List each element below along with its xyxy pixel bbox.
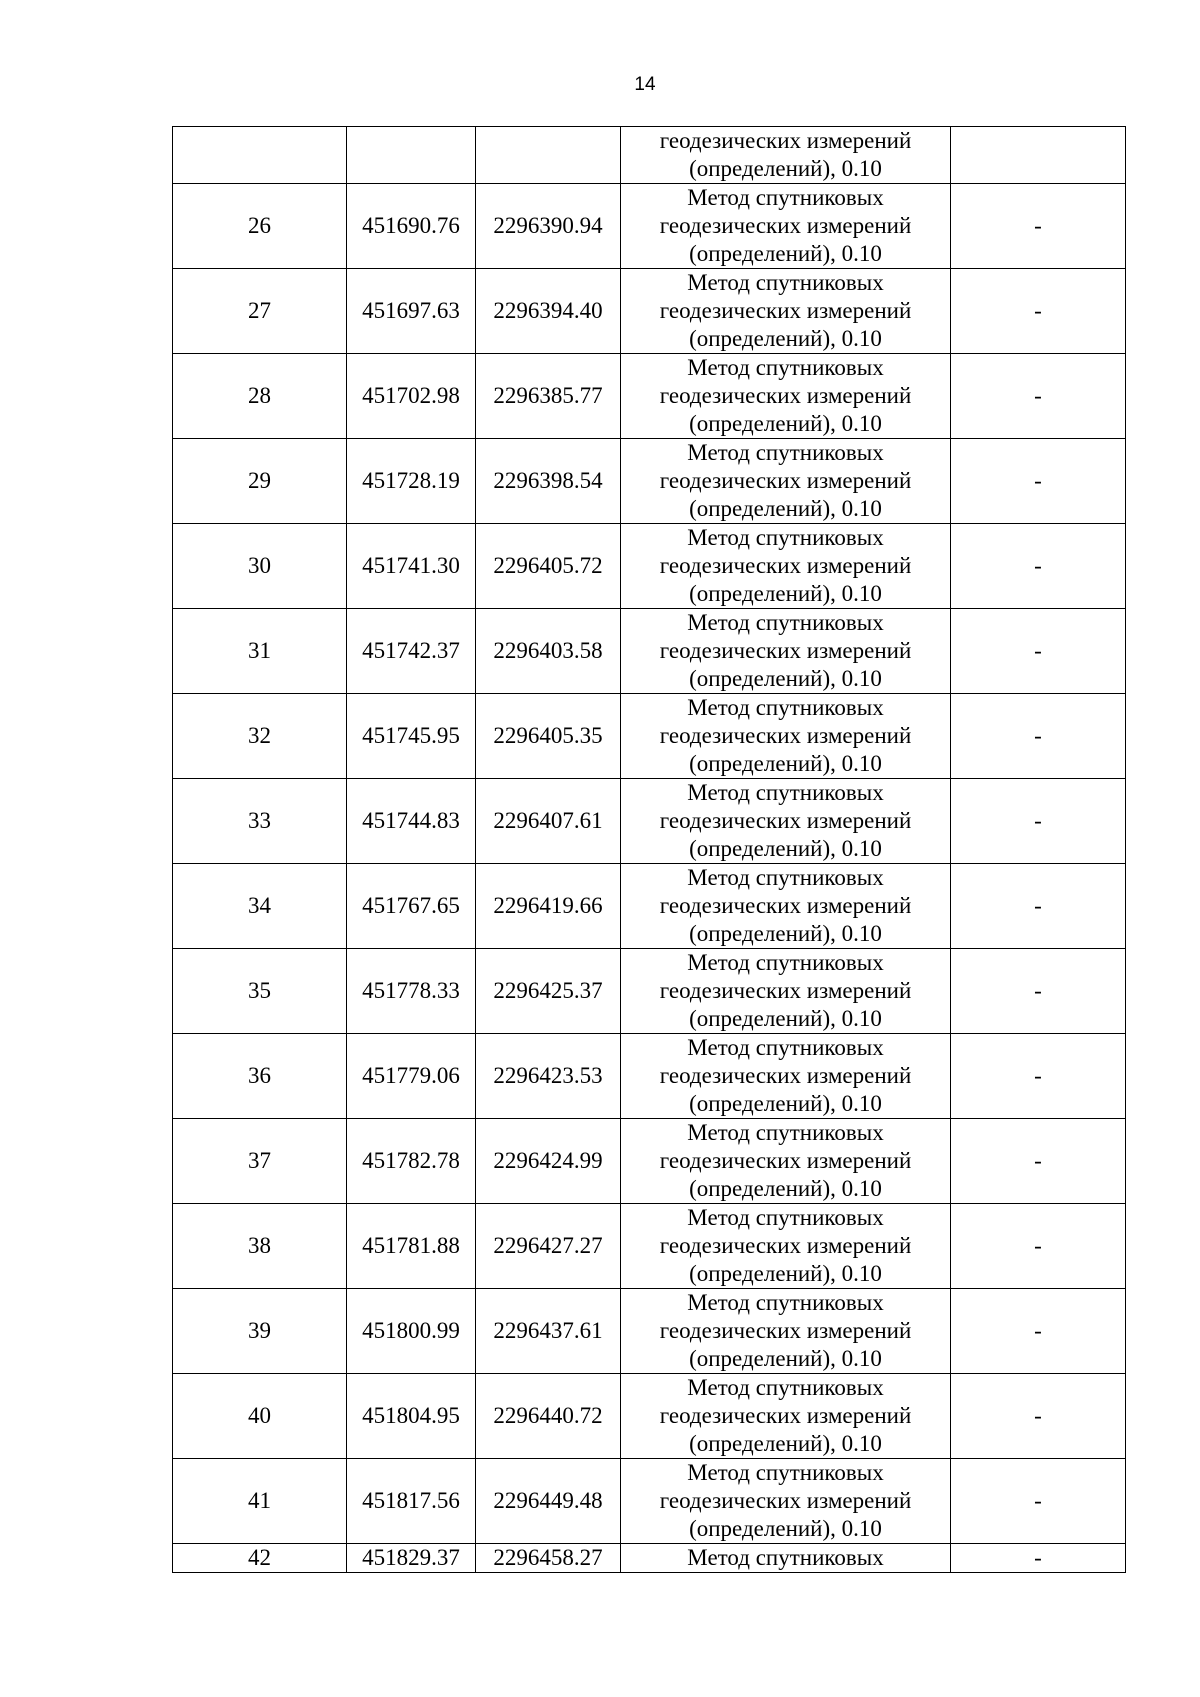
x-coordinate-cell: 451745.95 — [347, 694, 476, 779]
point-number-cell: 27 — [173, 269, 347, 354]
y-coordinate-cell: 2296419.66 — [476, 864, 621, 949]
y-coordinate-cell: 2296405.72 — [476, 524, 621, 609]
coordinates-table — [172, 126, 1126, 1573]
method-line: (определений), 0.10 — [689, 156, 882, 181]
method-line: Метод спутниковых — [687, 1375, 884, 1400]
method-cell — [621, 694, 951, 779]
y-coordinate-cell: 2296437.61 — [476, 1289, 621, 1374]
x-coordinate-cell: 451829.37 — [347, 1544, 476, 1573]
note-cell: - — [951, 694, 1126, 779]
table-row — [173, 609, 1126, 694]
method-line: (определений), 0.10 — [689, 496, 882, 521]
method-line: геодезических измерений — [659, 1488, 912, 1513]
table-row — [173, 269, 1126, 354]
method-cell — [621, 1374, 951, 1459]
note-cell: - — [951, 864, 1126, 949]
point-number-cell: 38 — [173, 1204, 347, 1289]
method-line: (определений), 0.10 — [689, 1091, 882, 1116]
page-number: 14 — [634, 74, 656, 95]
method-line: (определений), 0.10 — [689, 411, 882, 436]
note-cell: - — [951, 1034, 1126, 1119]
method-line: геодезических измерений — [659, 468, 912, 493]
note-cell: - — [951, 269, 1126, 354]
point-number-cell: 41 — [173, 1459, 347, 1544]
table-row — [173, 354, 1126, 439]
y-coordinate-cell — [476, 127, 621, 184]
x-coordinate-cell: 451697.63 — [347, 269, 476, 354]
method-line: (определений), 0.10 — [689, 666, 882, 691]
table-row — [173, 694, 1126, 779]
method-cell — [621, 864, 951, 949]
method-line: геодезических измерений — [659, 298, 912, 323]
method-line: геодезических измерений — [659, 553, 912, 578]
method-line: геодезических измерений — [659, 723, 912, 748]
point-number-cell: 30 — [173, 524, 347, 609]
method-line: геодезических измерений — [659, 383, 912, 408]
method-line: геодезических измерений — [659, 213, 912, 238]
method-cell — [621, 269, 951, 354]
method-line: (определений), 0.10 — [689, 1006, 882, 1031]
method-line: (определений), 0.10 — [689, 326, 882, 351]
note-cell: - — [951, 354, 1126, 439]
method-line: (определений), 0.10 — [689, 751, 882, 776]
method-cell — [621, 524, 951, 609]
x-coordinate-cell: 451781.88 — [347, 1204, 476, 1289]
x-coordinate-cell: 451767.65 — [347, 864, 476, 949]
point-number-cell: 37 — [173, 1119, 347, 1204]
method-line: Метод спутниковых — [687, 1290, 884, 1315]
method-line: Метод спутниковых — [687, 1120, 884, 1145]
table-row — [173, 184, 1126, 269]
table-row — [173, 1119, 1126, 1204]
note-cell: - — [951, 779, 1126, 864]
point-number-cell: 39 — [173, 1289, 347, 1374]
x-coordinate-cell: 451741.30 — [347, 524, 476, 609]
note-cell: - — [951, 1544, 1126, 1573]
note-cell: - — [951, 1374, 1126, 1459]
method-line: (определений), 0.10 — [689, 1346, 882, 1371]
x-coordinate-cell: 451702.98 — [347, 354, 476, 439]
note-cell — [951, 127, 1126, 184]
x-coordinate-cell: 451779.06 — [347, 1034, 476, 1119]
y-coordinate-cell: 2296425.37 — [476, 949, 621, 1034]
method-cell — [621, 779, 951, 864]
table-row — [173, 1544, 1126, 1573]
method-line: геодезических измерений — [659, 893, 912, 918]
table-row — [173, 1374, 1126, 1459]
table-row — [173, 127, 1126, 184]
y-coordinate-cell: 2296390.94 — [476, 184, 621, 269]
method-line: Метод спутниковых — [687, 950, 884, 975]
table-body — [173, 127, 1126, 1573]
y-coordinate-cell: 2296398.54 — [476, 439, 621, 524]
y-coordinate-cell: 2296403.58 — [476, 609, 621, 694]
method-cell — [621, 127, 951, 184]
method-line: (определений), 0.10 — [689, 1261, 882, 1286]
x-coordinate-cell: 451778.33 — [347, 949, 476, 1034]
method-cell — [621, 184, 951, 269]
note-cell: - — [951, 1289, 1126, 1374]
method-cell — [621, 1034, 951, 1119]
y-coordinate-cell: 2296458.27 — [476, 1544, 621, 1573]
method-line: Метод спутниковых — [687, 610, 884, 635]
method-line: Метод спутниковых — [687, 695, 884, 720]
method-line: Метод спутниковых — [687, 1035, 884, 1060]
table-row — [173, 1204, 1126, 1289]
y-coordinate-cell: 2296394.40 — [476, 269, 621, 354]
note-cell: - — [951, 1204, 1126, 1289]
method-line: геодезических измерений — [659, 978, 912, 1003]
method-line: (определений), 0.10 — [689, 921, 882, 946]
note-cell: - — [951, 1119, 1126, 1204]
method-line: Метод спутниковых — [687, 780, 884, 805]
method-cell — [621, 439, 951, 524]
y-coordinate-cell: 2296427.27 — [476, 1204, 621, 1289]
point-number-cell: 28 — [173, 354, 347, 439]
method-cell — [621, 1119, 951, 1204]
method-cell — [621, 354, 951, 439]
table-row — [173, 1034, 1126, 1119]
method-cell — [621, 609, 951, 694]
method-line: Метод спутниковых — [687, 1460, 884, 1485]
point-number-cell: 33 — [173, 779, 347, 864]
y-coordinate-cell: 2296407.61 — [476, 779, 621, 864]
y-coordinate-cell: 2296440.72 — [476, 1374, 621, 1459]
method-cell: Метод спутниковых — [621, 1544, 951, 1573]
x-coordinate-cell: 451782.78 — [347, 1119, 476, 1204]
x-coordinate-cell: 451728.19 — [347, 439, 476, 524]
method-line: Метод спутниковых — [687, 440, 884, 465]
note-cell: - — [951, 949, 1126, 1034]
method-line: геодезических измерений — [659, 1318, 912, 1343]
method-line: геодезических измерений — [659, 128, 912, 153]
point-number-cell: 34 — [173, 864, 347, 949]
table-row — [173, 524, 1126, 609]
x-coordinate-cell: 451742.37 — [347, 609, 476, 694]
method-line: геодезических измерений — [659, 1403, 912, 1428]
point-number-cell: 35 — [173, 949, 347, 1034]
table-row — [173, 949, 1126, 1034]
table-row — [173, 1459, 1126, 1544]
y-coordinate-cell: 2296385.77 — [476, 354, 621, 439]
y-coordinate-cell: 2296423.53 — [476, 1034, 621, 1119]
point-number-cell: 36 — [173, 1034, 347, 1119]
point-number-cell — [173, 127, 347, 184]
table-row — [173, 864, 1126, 949]
method-line: геодезических измерений — [659, 638, 912, 663]
table-row — [173, 779, 1126, 864]
x-coordinate-cell: 451744.83 — [347, 779, 476, 864]
method-line: (определений), 0.10 — [689, 1516, 882, 1541]
method-line: геодезических измерений — [659, 808, 912, 833]
y-coordinate-cell: 2296405.35 — [476, 694, 621, 779]
method-line: Метод спутниковых — [687, 185, 884, 210]
method-line: (определений), 0.10 — [689, 581, 882, 606]
table-row — [173, 439, 1126, 524]
point-number-cell: 40 — [173, 1374, 347, 1459]
point-number-cell: 32 — [173, 694, 347, 779]
method-line: геодезических измерений — [659, 1233, 912, 1258]
x-coordinate-cell: 451690.76 — [347, 184, 476, 269]
point-number-cell: 31 — [173, 609, 347, 694]
y-coordinate-cell: 2296424.99 — [476, 1119, 621, 1204]
method-cell — [621, 949, 951, 1034]
method-line: Метод спутниковых — [687, 1205, 884, 1230]
method-line: (определений), 0.10 — [689, 1176, 882, 1201]
note-cell: - — [951, 184, 1126, 269]
y-coordinate-cell: 2296449.48 — [476, 1459, 621, 1544]
note-cell: - — [951, 609, 1126, 694]
method-line: геодезических измерений — [659, 1148, 912, 1173]
method-line: Метод спутниковых — [687, 355, 884, 380]
method-line: Метод спутниковых — [687, 270, 884, 295]
method-line: Метод спутниковых — [687, 525, 884, 550]
x-coordinate-cell — [347, 127, 476, 184]
point-number-cell: 42 — [173, 1544, 347, 1573]
method-cell — [621, 1289, 951, 1374]
method-line: Метод спутниковых — [687, 865, 884, 890]
method-line: (определений), 0.10 — [689, 241, 882, 266]
table-row — [173, 1289, 1126, 1374]
method-cell — [621, 1459, 951, 1544]
method-line: геодезических измерений — [659, 1063, 912, 1088]
note-cell: - — [951, 1459, 1126, 1544]
x-coordinate-cell: 451800.99 — [347, 1289, 476, 1374]
x-coordinate-cell: 451817.56 — [347, 1459, 476, 1544]
method-line: (определений), 0.10 — [689, 836, 882, 861]
x-coordinate-cell: 451804.95 — [347, 1374, 476, 1459]
point-number-cell: 29 — [173, 439, 347, 524]
method-line: (определений), 0.10 — [689, 1431, 882, 1456]
method-cell — [621, 1204, 951, 1289]
point-number-cell: 26 — [173, 184, 347, 269]
note-cell: - — [951, 439, 1126, 524]
note-cell: - — [951, 524, 1126, 609]
